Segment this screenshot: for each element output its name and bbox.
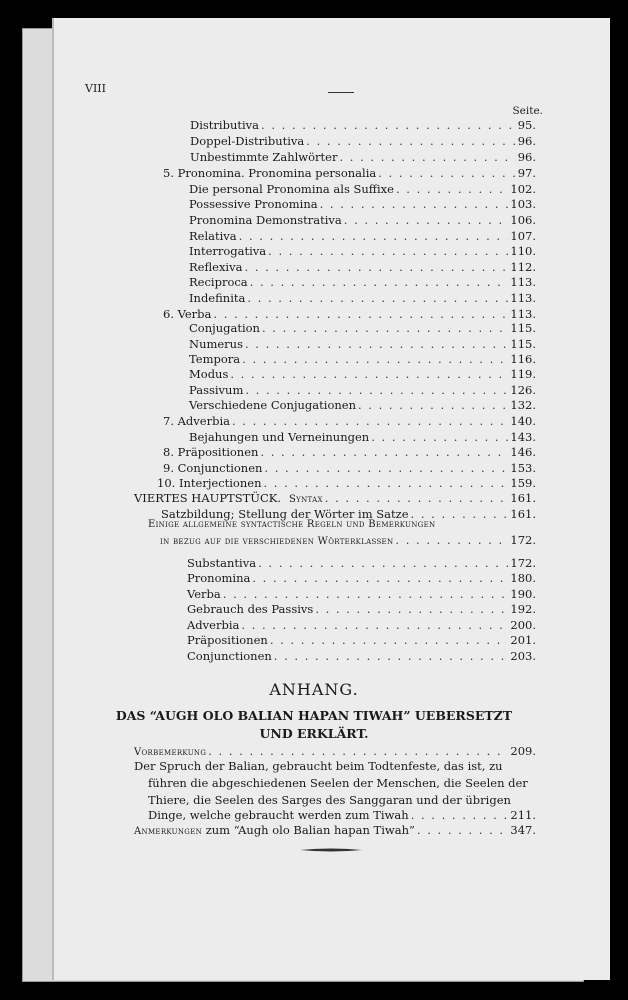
- spruch-line: führen die abgeschiedenen Seelen der Menschen, die Seelen der: [148, 776, 528, 790]
- toc-entry-page: 96.: [517, 150, 536, 164]
- toc-leader-dots: [245, 336, 508, 352]
- toc-entry-title: Reciproca: [189, 275, 248, 289]
- toc-entry-title: Interrogativa: [189, 244, 267, 258]
- toc-leader-dots: [320, 196, 509, 212]
- toc-entry-title: Verschiedene Conjugationen: [189, 398, 356, 412]
- toc-entry-page: 132.: [510, 398, 536, 412]
- toc-leader-dots: [241, 617, 508, 633]
- toc-entry-page: 180.: [510, 571, 536, 585]
- anhang-title: ANHANG.: [269, 680, 359, 699]
- toc-entry-spruch-last: Dinge, welche gebraucht werden zum Tiwah . . . 211.: [148, 807, 536, 823]
- toc-entry-page: 103.: [510, 197, 536, 211]
- toc-entry-page: 115.: [510, 321, 536, 335]
- toc-entry: [189, 274, 536, 290]
- toc-entry-page: 200.: [510, 618, 536, 632]
- toc-entry-title: Distributiva: [190, 118, 260, 132]
- toc-entry: [187, 586, 536, 602]
- toc-leader-dots: [270, 632, 509, 648]
- toc-entry-syntax-rules-1: Einige allgemeine syntactische Regeln und Bemerkungen: [148, 519, 436, 530]
- toc-entry: [187, 555, 536, 571]
- toc-leader-dots: [262, 320, 508, 336]
- toc-entry-page: 190.: [510, 587, 536, 601]
- toc-entry: [189, 351, 536, 367]
- anhang-subtitle-1: DAS “AUGH OLO BALIAN HAPAN TIWAH” UEBERSETZT: [115, 708, 513, 723]
- toc-entry-page: 113.: [510, 275, 536, 289]
- toc-entry: [189, 243, 536, 259]
- toc-entry: [187, 648, 536, 664]
- toc-entry-title: VIERTES HAUPTSTÜCK.: [134, 491, 282, 505]
- toc-entry-page: 110.: [510, 244, 536, 258]
- toc-leader-dots: [358, 397, 508, 413]
- toc-entry-title: 7. Adverbia: [163, 414, 230, 428]
- toc-entry-vorbemerkung: Vorbemerkung . . . 209.: [134, 743, 536, 759]
- toc-entry: [187, 570, 536, 586]
- toc-entry-page: 192.: [510, 602, 536, 616]
- toc-entry-title: Pronomina Demonstrativa: [189, 213, 342, 227]
- toc-entry-title: 6. Verba: [163, 307, 212, 321]
- toc-entry: [189, 320, 536, 336]
- toc-entry-syntax-rules-2: in bezug auf die verschiedenen Wörterklassen . . . 172.: [160, 532, 536, 548]
- toc-leader-dots: [315, 601, 508, 617]
- toc-entry-title: 9. Conjunctionen: [163, 461, 263, 475]
- anhang-subtitle-2: UND ERKLÄRT.: [259, 726, 369, 741]
- toc-leader-dots: [247, 290, 508, 306]
- toc-entry-title: Modus: [189, 367, 229, 381]
- toc-entry-page: 113.: [510, 291, 536, 305]
- toc-entry: [189, 336, 536, 352]
- toc-entry: [187, 617, 536, 633]
- toc-leader-dots: [371, 429, 508, 445]
- toc-entry: [190, 133, 536, 149]
- toc-leader-dots: [325, 490, 509, 506]
- toc-entry-title: Pronomina: [187, 571, 251, 585]
- toc-entry: [163, 460, 536, 476]
- toc-entry-title: Präpositionen: [187, 633, 268, 647]
- toc-leader-dots: [344, 212, 509, 228]
- toc-entry-title: 8. Präpositionen: [163, 445, 259, 459]
- toc-entry-page: 95.: [517, 118, 536, 132]
- toc-entry-page: 97.: [517, 166, 536, 180]
- toc-entry-page: 201.: [510, 633, 536, 647]
- toc-leader-dots: [264, 460, 508, 476]
- toc-entry-title: Adverbia: [187, 618, 240, 632]
- toc-entry-page: 161.: [510, 507, 536, 521]
- spruch-line: Thiere, die Seelen des Sarges des Sanggaran und der übrigen: [148, 793, 511, 807]
- toc-leader-dots: [245, 382, 508, 398]
- toc-entry-page: 140.: [510, 414, 536, 428]
- toc-leader-dots: [268, 243, 508, 259]
- toc-entry-page: 112.: [510, 260, 536, 274]
- toc-entry-page: 172.: [510, 556, 536, 570]
- page-number: VIII: [85, 82, 106, 95]
- toc-leader-dots: [261, 117, 516, 133]
- toc-entry-page: 106.: [510, 213, 536, 227]
- toc-entry: [190, 149, 536, 165]
- toc-entry: [190, 117, 536, 133]
- toc-entry-page: 113.: [510, 307, 536, 321]
- toc-entry: [134, 490, 536, 506]
- toc-entry: [163, 413, 536, 429]
- toc-leader-dots: [223, 586, 509, 602]
- toc-entry-title: Relativa: [189, 229, 237, 243]
- toc-entry-page: 143.: [510, 430, 536, 444]
- toc-leader-dots: [244, 259, 508, 275]
- toc-entry-title: Conjunctionen: [187, 649, 272, 663]
- toc-entry-title: Satzbildung; Stellung der Wörter im Satze: [161, 507, 409, 521]
- toc-entry: [163, 444, 536, 460]
- toc-leader-dots: [263, 475, 508, 491]
- toc-entry-subtitle: Syntax: [289, 494, 323, 505]
- toc-entry-title: Conjugation: [189, 321, 260, 335]
- toc-entry: [189, 259, 536, 275]
- toc-entry-title: Passivum: [189, 383, 244, 397]
- toc-entry-title: Gebrauch des Passivs: [187, 602, 314, 616]
- toc-leader-dots: [252, 570, 508, 586]
- toc-leader-dots: [258, 555, 508, 571]
- toc-entry-page: 146.: [510, 445, 536, 459]
- toc-entry: [189, 366, 536, 382]
- toc-entry-title: 5. Pronomina. Pronomina personalia: [163, 166, 377, 180]
- toc-entry-title: Reflexiva: [189, 260, 243, 274]
- toc-entry: [189, 397, 536, 413]
- toc-leader-dots: [306, 133, 515, 149]
- toc-entry: [187, 601, 536, 617]
- toc-entry: [189, 429, 536, 445]
- ornament-rule: [300, 847, 362, 853]
- toc-leader-dots: [260, 444, 508, 460]
- toc-entry-page: 203.: [510, 649, 536, 663]
- toc-entry-title: Bejahungen und Verneinungen: [189, 430, 370, 444]
- toc-leader-dots: [250, 274, 509, 290]
- seite-label: Seite.: [512, 105, 543, 117]
- toc-entry-title: Unbestimmte Zahlwörter: [190, 150, 338, 164]
- toc-entry: [189, 382, 536, 398]
- toc-entry-page: 161.: [510, 491, 536, 505]
- toc-entry-title: Tempora: [189, 352, 241, 366]
- toc-entry: [157, 475, 536, 491]
- toc-entry-page: 116.: [510, 352, 536, 366]
- toc-leader-dots: [274, 648, 509, 664]
- toc-leader-dots: [232, 413, 508, 429]
- toc-entry-title: Possessive Pronomina: [189, 197, 318, 211]
- toc-leader-dots: [378, 165, 515, 181]
- toc-entry-page: 159.: [510, 476, 536, 490]
- toc-entry-page: 126.: [510, 383, 536, 397]
- toc-leader-dots: [339, 149, 515, 165]
- toc-entry: [189, 212, 536, 228]
- toc-entry-page: 102.: [510, 182, 536, 196]
- toc-entry-page: 115.: [510, 337, 536, 351]
- toc-leader-dots: [242, 351, 508, 367]
- toc-entry: [189, 181, 536, 197]
- toc-entry-page: 119.: [510, 367, 536, 381]
- toc-entry: [189, 290, 536, 306]
- toc-entry-page: 153.: [510, 461, 536, 475]
- toc-entry-title: Indefinita: [189, 291, 246, 305]
- spruch-line: Der Spruch der Balian, gebraucht beim Todtenfeste, das ist, zu: [134, 759, 503, 773]
- toc-entry: [189, 196, 536, 212]
- toc-leader-dots: [396, 181, 508, 197]
- toc-entry-spruch: [134, 758, 538, 809]
- toc-entry: [189, 228, 536, 244]
- toc-entry-title: Numerus: [189, 337, 243, 351]
- toc-entry-title: Doppel-Distributiva: [190, 134, 305, 148]
- toc-entry-page: 107.: [510, 229, 536, 243]
- toc-entry-page: 96.: [517, 134, 536, 148]
- toc-entry-title: Verba: [187, 587, 221, 601]
- toc-entry-title: Die personal Pronomina als Suffixe: [189, 182, 394, 196]
- toc-leader-dots: [239, 228, 509, 244]
- toc-entry-title: Substantiva: [187, 556, 257, 570]
- toc-entry: [187, 632, 536, 648]
- toc-entry-anmerkungen: Anmerkungen zum “Augh olo Balian hapan Tiwah” . . . 347.: [134, 822, 536, 838]
- toc-leader-dots: [230, 366, 508, 382]
- toc-entry: [163, 165, 536, 181]
- toc-entry-title: 10. Interjectionen: [157, 476, 262, 490]
